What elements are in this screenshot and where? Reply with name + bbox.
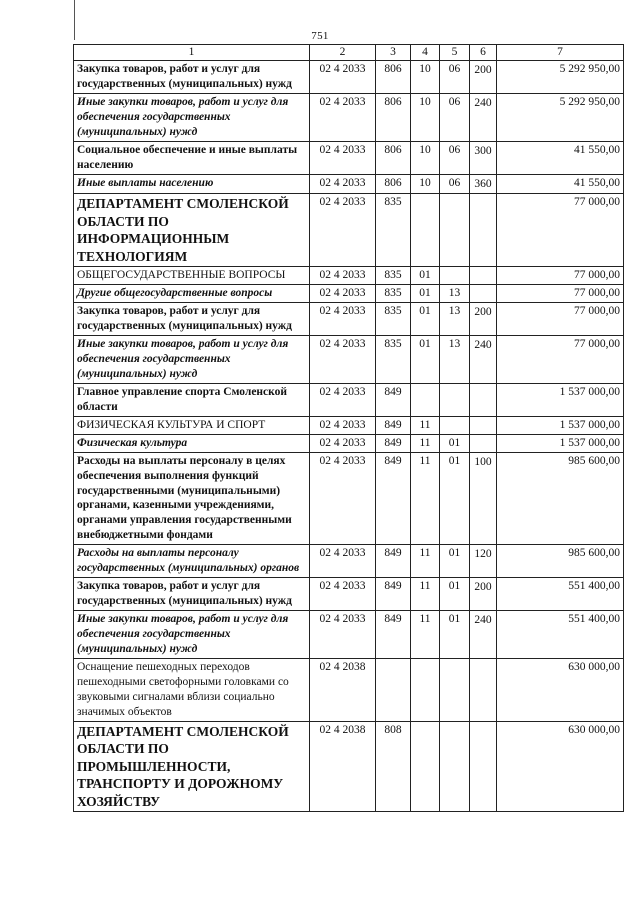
expense-type-cell [470,383,497,416]
row-name-cell: ДЕПАРТАМЕНТ СМОЛЕНСКОЙ ОБЛАСТИ ПО ПРОМЫШЛЕННОСТИ, ТРАНСПОРТУ И ДОРОЖНОМУ ХОЗЯЙСТВУ [74,721,310,812]
subsection-code-cell [440,194,470,267]
department-code-cell: 806 [376,174,411,194]
expense-type-cell: 240 [470,336,497,384]
subsection-code-cell: 01 [440,611,470,659]
section-code-cell: 01 [411,267,440,285]
expense-type-cell [470,721,497,812]
expense-type-cell [470,194,497,267]
header-col-5: 5 [440,45,470,61]
table-row [74,658,624,721]
table-body [74,60,624,811]
subsection-code-cell: 01 [440,434,470,452]
subsection-code-cell [440,267,470,285]
section-code-cell: 01 [411,303,440,336]
amount-cell: 77 000,00 [497,267,624,285]
target-article-cell: 02 4 2033 [310,383,376,416]
section-code-cell: 10 [411,174,440,194]
page-number: 751 [311,30,329,42]
budget-table [73,44,624,812]
table-row [74,285,624,303]
amount-cell: 551 400,00 [497,578,624,611]
subsection-code-cell: 06 [440,141,470,174]
expense-type-cell: 240 [470,93,497,141]
table-row [74,174,624,194]
amount-cell: 77 000,00 [497,336,624,384]
target-article-cell: 02 4 2033 [310,93,376,141]
target-article-cell: 02 4 2033 [310,60,376,93]
row-name-cell: Расходы на выплаты персоналу в целях обеспечения выполнения функций государственными (муниципальными) органами, казенными учреждениями, органами управления государственными внебюджетными фондами [74,452,310,545]
row-name-cell: Иные выплаты населению [74,174,310,194]
header-col-7: 7 [497,45,624,61]
subsection-code-cell: 01 [440,578,470,611]
target-article-cell: 02 4 2033 [310,416,376,434]
department-code-cell: 808 [376,721,411,812]
section-code-cell: 11 [411,434,440,452]
header-col-3: 3 [376,45,411,61]
table-row [74,194,624,267]
target-article-cell: 02 4 2033 [310,611,376,659]
expense-type-cell [470,267,497,285]
amount-cell: 630 000,00 [497,721,624,812]
table-row [74,578,624,611]
subsection-code-cell: 06 [440,174,470,194]
row-name-cell: Закупка товаров, работ и услуг для государственных (муниципальных) нужд [74,303,310,336]
row-name-cell: Социальное обеспечение и иные выплаты населению [74,141,310,174]
expense-type-cell [470,285,497,303]
table-header-row [74,45,624,61]
expense-type-cell: 360 [470,174,497,194]
expense-type-cell: 240 [470,611,497,659]
target-article-cell: 02 4 2033 [310,434,376,452]
table-row [74,434,624,452]
expense-type-cell: 100 [470,452,497,545]
amount-cell: 77 000,00 [497,194,624,267]
department-code-cell: 806 [376,93,411,141]
subsection-code-cell [440,416,470,434]
expense-type-cell: 200 [470,303,497,336]
department-code-cell: 849 [376,434,411,452]
row-name-cell: Иные закупки товаров, работ и услуг для обеспечения государственных (муниципальных) нужд [74,93,310,141]
department-code-cell: 849 [376,383,411,416]
department-code-cell: 849 [376,611,411,659]
row-name-cell: Главное управление спорта Смоленской области [74,383,310,416]
department-code-cell: 835 [376,285,411,303]
amount-cell: 985 600,00 [497,452,624,545]
department-code-cell: 849 [376,545,411,578]
department-code-cell: 806 [376,60,411,93]
header-col-4: 4 [411,45,440,61]
table-row [74,545,624,578]
expense-type-cell: 300 [470,141,497,174]
department-code-cell: 849 [376,578,411,611]
department-code-cell: 835 [376,336,411,384]
section-code-cell [411,721,440,812]
table-row [74,93,624,141]
subsection-code-cell [440,383,470,416]
section-code-cell: 11 [411,452,440,545]
subsection-code-cell: 06 [440,93,470,141]
target-article-cell: 02 4 2033 [310,452,376,545]
expense-type-cell [470,416,497,434]
section-code-cell [411,194,440,267]
target-article-cell: 02 4 2033 [310,285,376,303]
target-article-cell: 02 4 2033 [310,336,376,384]
row-name-cell: Иные закупки товаров, работ и услуг для обеспечения государственных (муниципальных) нужд [74,336,310,384]
table-row [74,60,624,93]
department-code-cell: 835 [376,303,411,336]
subsection-code-cell: 13 [440,285,470,303]
target-article-cell: 02 4 2033 [310,578,376,611]
row-name-cell: Расходы на выплаты персоналу государственных (муниципальных) органов [74,545,310,578]
expense-type-cell: 200 [470,60,497,93]
amount-cell: 41 550,00 [497,141,624,174]
department-code-cell [376,658,411,721]
target-article-cell: 02 4 2033 [310,194,376,267]
row-name-cell: Физическая культура [74,434,310,452]
subsection-code-cell: 13 [440,336,470,384]
subsection-code-cell: 13 [440,303,470,336]
subsection-code-cell [440,658,470,721]
table-row [74,721,624,812]
expense-type-cell: 120 [470,545,497,578]
target-article-cell: 02 4 2038 [310,658,376,721]
target-article-cell: 02 4 2033 [310,545,376,578]
target-article-cell: 02 4 2033 [310,267,376,285]
section-code-cell: 11 [411,578,440,611]
section-code-cell: 01 [411,336,440,384]
department-code-cell: 835 [376,267,411,285]
department-code-cell: 806 [376,141,411,174]
department-code-cell: 849 [376,416,411,434]
section-code-cell: 10 [411,93,440,141]
table-row [74,383,624,416]
amount-cell: 5 292 950,00 [497,60,624,93]
row-name-cell: Оснащение пешеходных переходов пешеходными светофорными головками со звуковыми сигналами вблизи социально значимых объектов [74,658,310,721]
table-row [74,452,624,545]
row-name-cell: Другие общегосударственные вопросы [74,285,310,303]
subsection-code-cell: 01 [440,452,470,545]
amount-cell: 41 550,00 [497,174,624,194]
section-code-cell: 11 [411,545,440,578]
target-article-cell: 02 4 2033 [310,303,376,336]
amount-cell: 551 400,00 [497,611,624,659]
amount-cell: 630 000,00 [497,658,624,721]
target-article-cell: 02 4 2033 [310,174,376,194]
table-row [74,611,624,659]
row-name-cell: ОБЩЕГОСУДАРСТВЕННЫЕ ВОПРОСЫ [74,267,310,285]
amount-cell: 77 000,00 [497,285,624,303]
amount-cell: 1 537 000,00 [497,434,624,452]
row-name-cell: Закупка товаров, работ и услуг для государственных (муниципальных) нужд [74,60,310,93]
table-row [74,336,624,384]
amount-cell: 77 000,00 [497,303,624,336]
table-row [74,267,624,285]
row-name-cell: ДЕПАРТАМЕНТ СМОЛЕНСКОЙ ОБЛАСТИ ПО ИНФОРМАЦИОННЫМ ТЕХНОЛОГИЯМ [74,194,310,267]
table-row [74,416,624,434]
target-article-cell: 02 4 2038 [310,721,376,812]
section-code-cell: 10 [411,60,440,93]
target-article-cell: 02 4 2033 [310,141,376,174]
row-name-cell: Иные закупки товаров, работ и услуг для обеспечения государственных (муниципальных) нужд [74,611,310,659]
expense-type-cell [470,434,497,452]
section-code-cell: 10 [411,141,440,174]
department-code-cell: 835 [376,194,411,267]
margin-line [74,0,75,40]
table-row [74,303,624,336]
expense-type-cell: 200 [470,578,497,611]
header-col-1: 1 [74,45,310,61]
expense-type-cell [470,658,497,721]
department-code-cell: 849 [376,452,411,545]
section-code-cell: 11 [411,611,440,659]
row-name-cell: ФИЗИЧЕСКАЯ КУЛЬТУРА И СПОРТ [74,416,310,434]
section-code-cell: 11 [411,416,440,434]
subsection-code-cell [440,721,470,812]
amount-cell: 5 292 950,00 [497,93,624,141]
subsection-code-cell: 06 [440,60,470,93]
amount-cell: 1 537 000,00 [497,416,624,434]
header-col-6: 6 [470,45,497,61]
header-col-2: 2 [310,45,376,61]
section-code-cell [411,383,440,416]
subsection-code-cell: 01 [440,545,470,578]
section-code-cell [411,658,440,721]
table-row [74,141,624,174]
section-code-cell: 01 [411,285,440,303]
amount-cell: 985 600,00 [497,545,624,578]
amount-cell: 1 537 000,00 [497,383,624,416]
row-name-cell: Закупка товаров, работ и услуг для государственных (муниципальных) нужд [74,578,310,611]
